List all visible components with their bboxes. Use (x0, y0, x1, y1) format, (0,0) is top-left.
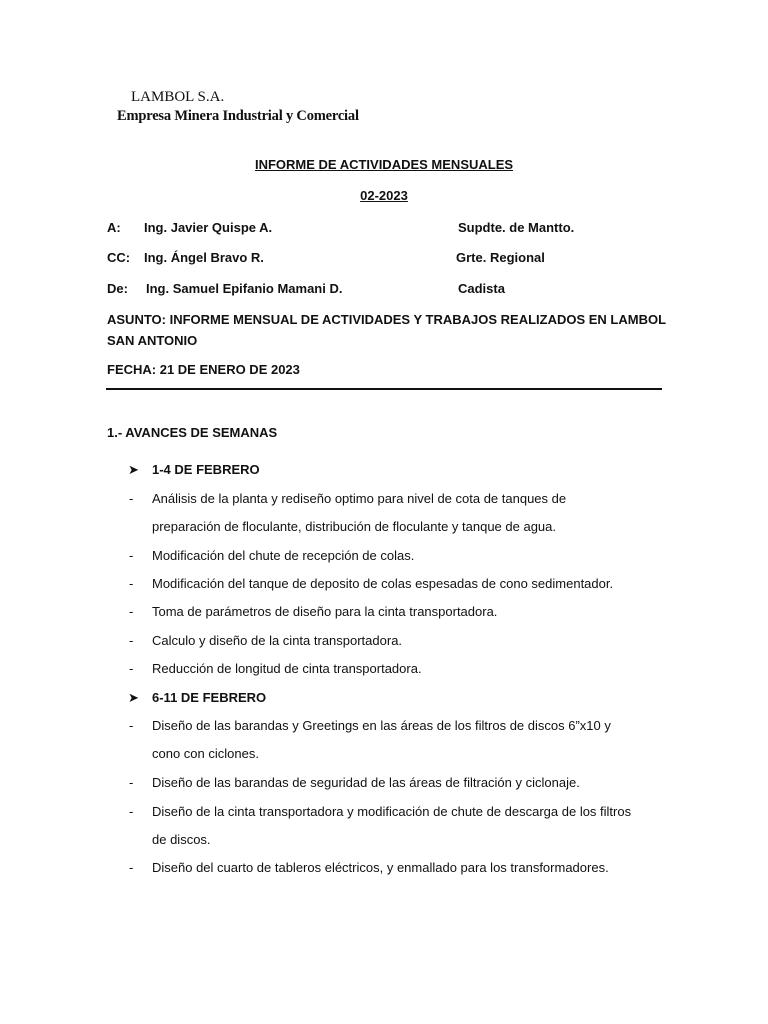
recipient-name-to: Ing. Javier Quispe A. (144, 220, 273, 235)
dash-bullet: - (129, 718, 134, 733)
recipient-name-from: Ing. Samuel Epifanio Mamani D. (146, 281, 343, 296)
dash-bullet: - (129, 576, 134, 591)
section-heading: 1.- AVANCES DE SEMANAS (107, 425, 278, 440)
dash-bullet: - (129, 661, 134, 676)
dash-bullet: - (129, 548, 134, 563)
company-tagline: Empresa Minera Industrial y Comercial (117, 108, 359, 124)
recipient-label-cc: CC: (107, 250, 131, 265)
subject-line-1: ASUNTO: INFORME MENSUAL DE ACTIVIDADES Y TRABAJOS REALIZADOS EN LAMBOL (107, 312, 667, 327)
dash-bullet: - (129, 804, 134, 819)
recipient-label-to: A: (107, 220, 121, 235)
list-item-continuation: de discos. (152, 832, 211, 847)
recipient-label-from: De: (107, 281, 128, 296)
recipient-role-to: Supdte. de Mantto. (458, 220, 575, 235)
week1-title: 1-4 DE FEBRERO (152, 462, 260, 477)
list-item: Análisis de la planta y rediseño optimo para nivel de cota de tanques de (152, 491, 567, 506)
list-item: Diseño de las barandas y Greetings en las áreas de los filtros de discos 6”x10 y (152, 718, 611, 733)
recipient-role-from: Cadista (458, 281, 505, 296)
report-date: FECHA: 21 DE ENERO DE 2023 (107, 362, 300, 377)
list-item: Toma de parámetros de diseño para la cinta transportadora. (152, 604, 498, 619)
dash-bullet: - (129, 491, 134, 506)
arrow-bullet-icon: ➤ (128, 690, 139, 705)
report-period: 02-2023 (360, 188, 408, 203)
list-item-continuation: cono con ciclones. (152, 746, 259, 761)
company-name: LAMBOL S.A. (131, 89, 225, 105)
arrow-bullet-icon: ➤ (128, 462, 139, 477)
dash-bullet: - (129, 775, 134, 790)
recipient-role-cc: Grte. Regional (456, 250, 545, 265)
list-item: Calculo y diseño de la cinta transportadora. (152, 633, 403, 648)
list-item: Diseño de las barandas de seguridad de las áreas de filtración y ciclonaje. (152, 775, 580, 790)
list-item: Reducción de longitud de cinta transportadora. (152, 661, 422, 676)
header-divider (106, 388, 662, 390)
subject-line-2: SAN ANTONIO (107, 333, 198, 348)
week2-title: 6-11 DE FEBRERO (152, 690, 267, 705)
list-item-continuation: preparación de floculante, distribución de floculante y tanque de agua. (152, 519, 557, 534)
list-item: Diseño de la cinta transportadora y modificación de chute de descarga de los filtros (152, 804, 632, 819)
list-item: Modificación del chute de recepción de colas. (152, 548, 415, 563)
list-item: Diseño del cuarto de tableros eléctricos, y enmallado para los transformadores. (152, 860, 609, 875)
dash-bullet: - (129, 860, 134, 875)
dash-bullet: - (129, 633, 134, 648)
recipient-name-cc: Ing. Ángel Bravo R. (144, 250, 264, 265)
report-title: INFORME DE ACTIVIDADES MENSUALES (254, 157, 514, 172)
list-item: Modificación del tanque de deposito de colas espesadas de cono sedimentador. (152, 576, 614, 591)
dash-bullet: - (129, 604, 134, 619)
